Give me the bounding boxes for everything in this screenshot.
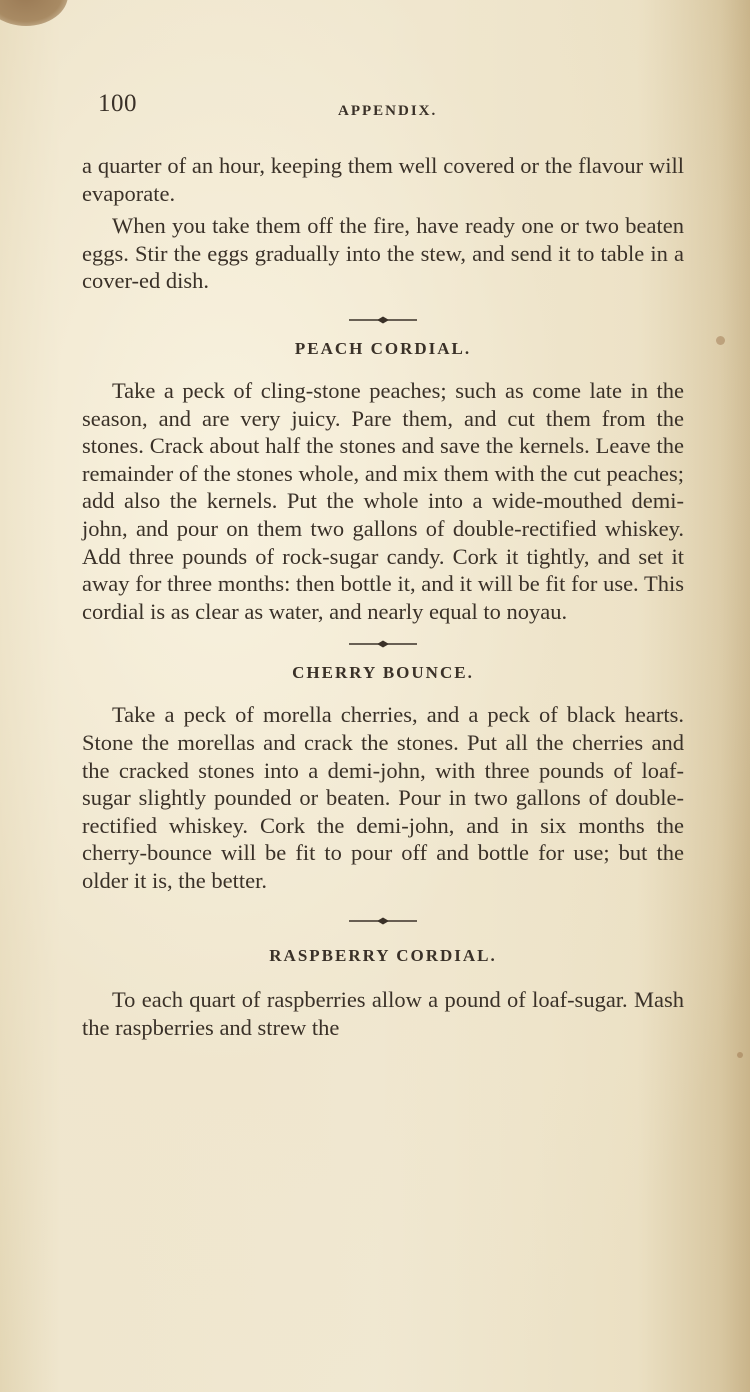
paper-spot (716, 336, 725, 345)
dash-diamond-ornament-icon (347, 637, 419, 651)
page-number: 100 (98, 90, 137, 117)
continuation-paragraph: When you take them off the fire, have ready one or two beaten eggs. Stir the eggs gradually into the stew, and send it to table in a cover-ed dish. (82, 213, 684, 294)
page-header (98, 86, 658, 126)
continuation-paragraph: a quarter of an hour, keeping them well covered or the flavour will evaporate. (82, 153, 684, 206)
page-body (82, 152, 684, 1042)
paper-spot (737, 1052, 743, 1058)
corner-stain (0, 0, 68, 26)
section-title-cherry-bounce: CHERRY BOUNCE. (292, 663, 474, 683)
section-title-raspberry-cordial: RASPBERRY CORDIAL. (269, 946, 497, 966)
running-head: APPENDIX. (338, 103, 438, 119)
section-text-raspberry-cordial: To each quart of raspberries allow a pound of loaf-sugar. Mash the raspberries and strew the (82, 987, 684, 1041)
section-title-peach-cordial: PEACH CORDIAL. (294, 338, 472, 358)
section-text-peach-cordial: Take a peck of cling-stone peaches; such as come late in the season, and are very juicy. Pare them, and cut them from the stones. Crack about half the stones and save the kernels. Leave the remainder of the stones whole, and mix them with the cut peaches; add also the kernels. Put the whole into a wide-mouthed demi-john, and pour on them two gallons of double-rectified whiskey. Add three pounds of rock-sugar candy. Cork it tightly, and set it away for three months: then bottle it, and it will be fit for use. This cordial is as clear as water, and nearly equal to noyau. (82, 377, 684, 624)
dash-diamond-ornament-icon (347, 313, 419, 327)
dash-diamond-ornament-icon (347, 914, 419, 928)
section-text-cherry-bounce: Take a peck of morella cherries, and a peck of black hearts. Stone the morellas and crack the stones. Put all the cherries and the cracked stones into a demi-john, with three pounds of loaf-sugar slightly pounded or beaten. Pour in two gallons of double-rectified whiskey. Cork the demi-john, and in six months the cherry-bounce will be fit to pour off and bottle for use; but the older it is, the better. (82, 702, 684, 893)
